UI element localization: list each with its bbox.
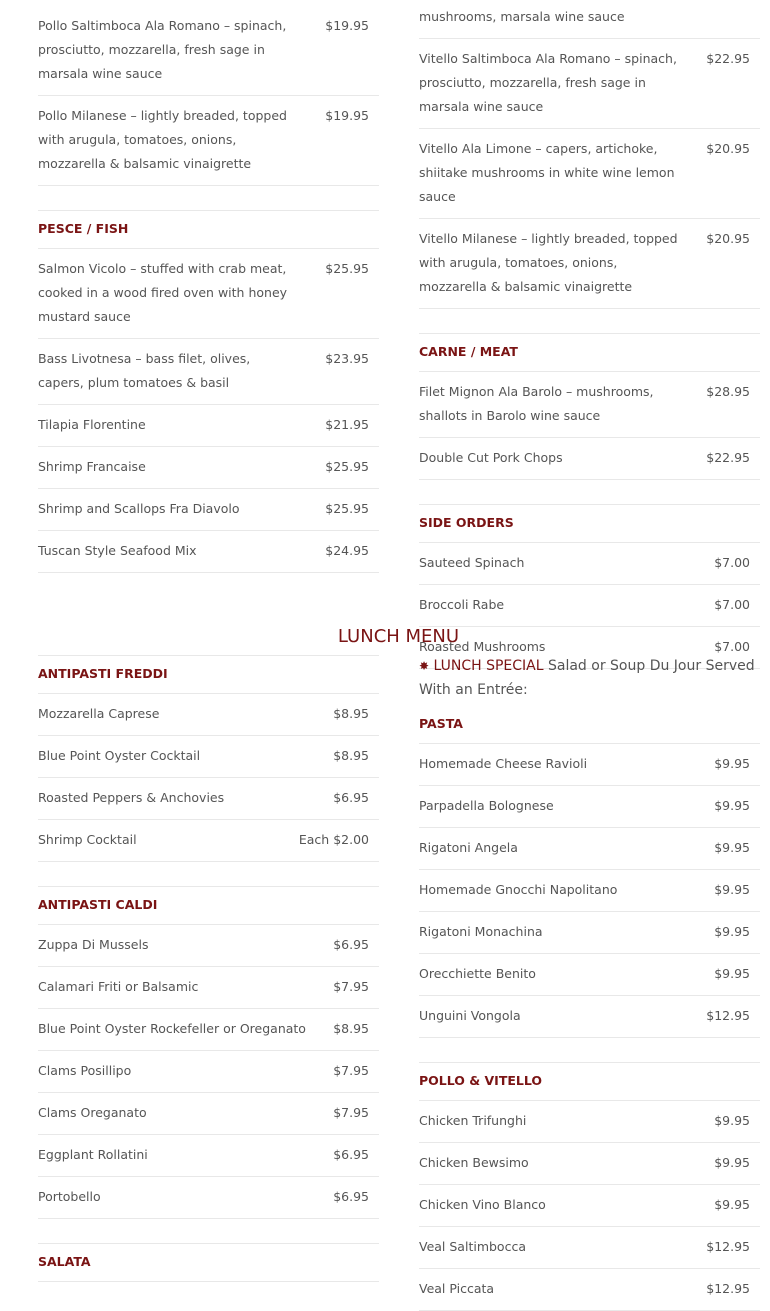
menu-item <box>419 996 760 1038</box>
section-title-carne: CARNE / MEAT <box>419 334 760 372</box>
item-name: Roasted Mushrooms <box>419 639 546 654</box>
item-price: $7.00 <box>714 555 750 570</box>
menu-item <box>38 1009 379 1051</box>
menu-item <box>38 778 379 820</box>
item-name: Unguini Vongola <box>419 1008 521 1023</box>
item-price: $7.00 <box>714 597 750 612</box>
menu-item <box>419 1143 760 1185</box>
lunch-left-column <box>38 655 379 1282</box>
item-price: $9.95 <box>714 1197 750 1212</box>
item-name: Zuppa Di Mussels <box>38 937 149 952</box>
item-price: $23.95 <box>325 351 369 366</box>
dinner-left-column <box>38 6 379 573</box>
item-name: Blue Point Oyster Cocktail <box>38 748 201 763</box>
section-title-pollo-vitello: POLLO & VITELLO <box>419 1063 760 1101</box>
menu-item <box>419 438 760 480</box>
item-price: $25.95 <box>325 459 369 474</box>
item-price: $25.95 <box>325 501 369 516</box>
item-price: $12.95 <box>706 1281 750 1296</box>
menu-item <box>38 694 379 736</box>
item-price: $7.00 <box>714 639 750 654</box>
item-price: $12.95 <box>706 1008 750 1023</box>
section-divider <box>419 480 760 505</box>
lunch-special-text: Salad or Soup Du Jour Served With an Entrée: <box>419 658 755 698</box>
menu-item <box>38 1051 379 1093</box>
item-price: $21.95 <box>325 417 369 432</box>
item-price: $7.95 <box>333 1105 369 1120</box>
item-price: Each $2.00 <box>298 832 369 847</box>
menu-item <box>38 967 379 1009</box>
item-name: Bass Livotnesa – bass filet, olives, capers, plum tomatoes & basil <box>38 351 251 390</box>
section-title-pesce: PESCE / FISH <box>38 211 379 249</box>
item-price: $8.95 <box>333 748 369 763</box>
item-price: $12.95 <box>706 1239 750 1254</box>
item-price: $20.95 <box>706 231 750 246</box>
menu-item <box>419 1101 760 1143</box>
item-price: $6.95 <box>333 937 369 952</box>
item-name: Vitello Milanese – lightly breaded, topped with arugula, tomatoes, onions, mozzarella & balsamic vinaigrette <box>419 231 678 294</box>
star-icon: ✸ <box>419 659 430 673</box>
item-price: $6.95 <box>333 1147 369 1162</box>
item-name: Clams Posillipo <box>38 1063 132 1078</box>
menu-item <box>419 1185 760 1227</box>
item-price: $9.95 <box>714 1113 750 1128</box>
item-name: Chicken Vino Blanco <box>419 1197 546 1212</box>
item-name: Clams Oreganato <box>38 1105 147 1120</box>
item-name: Broccoli Rabe <box>419 597 505 612</box>
menu-item <box>419 954 760 996</box>
item-price: $7.95 <box>333 1063 369 1078</box>
menu-item <box>419 870 760 912</box>
item-name: Portobello <box>38 1189 101 1204</box>
item-name: Eggplant Rollatini <box>38 1147 148 1162</box>
item-name: Veal Piccata <box>419 1281 495 1296</box>
item-price: $9.95 <box>714 840 750 855</box>
section-title-side-orders: SIDE ORDERS <box>419 505 760 543</box>
section-divider <box>38 1219 379 1244</box>
menu-item <box>38 1177 379 1219</box>
item-name: Salmon Vicolo – stuffed with crab meat, cooked in a wood fired oven with honey mustard sauce <box>38 261 288 324</box>
item-name: Orecchiette Benito <box>419 966 536 981</box>
item-price: $19.95 <box>325 18 369 33</box>
menu-item <box>419 219 760 309</box>
section-title-pasta: PASTA <box>419 706 760 744</box>
section-divider <box>38 862 379 887</box>
section-divider <box>38 186 379 211</box>
dinner-right-column <box>419 5 760 669</box>
menu-item <box>419 585 760 627</box>
item-price: $25.95 <box>325 261 369 276</box>
item-name: Tilapia Florentine <box>38 417 146 432</box>
item-name: Roasted Peppers & Anchovies <box>38 790 225 805</box>
item-price: $6.95 <box>333 1189 369 1204</box>
item-price: $9.95 <box>714 966 750 981</box>
section-title-salata: SALATA <box>38 1244 379 1282</box>
menu-item <box>38 1135 379 1177</box>
item-price: $9.95 <box>714 882 750 897</box>
item-price: $7.95 <box>333 979 369 994</box>
item-name: Filet Mignon Ala Barolo – mushrooms, shallots in Barolo wine sauce <box>419 384 654 423</box>
section-divider <box>419 1038 760 1063</box>
menu-item <box>419 129 760 219</box>
menu-item <box>38 339 379 405</box>
item-name: Homemade Gnocchi Napolitano <box>419 882 618 897</box>
item-price: $22.95 <box>706 51 750 66</box>
item-name: Pollo Milanese – lightly breaded, topped with arugula, tomatoes, onions, mozzarella & balsamic vinaigrette <box>38 108 287 171</box>
item-name: Vitello Ala Limone – capers, artichoke, shiitake mushrooms in white wine lemon sauce <box>419 141 675 204</box>
item-price: $8.95 <box>333 1021 369 1036</box>
item-price: $9.95 <box>714 798 750 813</box>
menu-item <box>38 531 379 573</box>
menu-item <box>38 6 379 96</box>
menu-item <box>419 912 760 954</box>
section-title-antipasti-caldi: ANTIPASTI CALDI <box>38 887 379 925</box>
item-name: Calamari Friti or Balsamic <box>38 979 199 994</box>
item-name: Sauteed Spinach <box>419 555 525 570</box>
item-name: Shrimp Cocktail <box>38 832 137 847</box>
lunch-menu-title: LUNCH MENU <box>337 626 460 647</box>
item-name: Homemade Cheese Ravioli <box>419 756 588 771</box>
menu-item <box>419 744 760 786</box>
menu-item <box>419 1227 760 1269</box>
item-price: $20.95 <box>706 141 750 156</box>
item-name: Double Cut Pork Chops <box>419 450 563 465</box>
menu-item <box>38 489 379 531</box>
menu-item <box>38 405 379 447</box>
item-name: Chicken Trifunghi <box>419 1113 527 1128</box>
menu-item <box>38 447 379 489</box>
item-name: Rigatoni Monachina <box>419 924 543 939</box>
item-price: $9.95 <box>714 924 750 939</box>
lunch-special-note <box>419 654 760 706</box>
item-name: Mozzarella Caprese <box>38 706 160 721</box>
menu-item <box>419 372 760 438</box>
item-name: Shrimp Francaise <box>38 459 146 474</box>
lunch-right-column <box>419 654 760 1311</box>
item-price: $28.95 <box>706 384 750 399</box>
item-price: $19.95 <box>325 108 369 123</box>
section-divider <box>419 309 760 334</box>
item-price: $8.95 <box>333 706 369 721</box>
item-price: $6.95 <box>333 790 369 805</box>
item-name: Vitello Saltimboca Ala Romano – spinach, prosciutto, mozzarella, fresh sage in marsala wine sauce <box>419 51 677 114</box>
menu-item <box>38 736 379 778</box>
menu-item <box>419 543 760 585</box>
item-price: $22.95 <box>706 450 750 465</box>
lunch-special-label: LUNCH SPECIAL <box>433 658 544 674</box>
menu-item <box>419 786 760 828</box>
item-price: $9.95 <box>714 756 750 771</box>
menu-item <box>419 39 760 129</box>
menu-item <box>419 828 760 870</box>
item-name: Veal Saltimbocca <box>419 1239 526 1254</box>
item-name: Tuscan Style Seafood Mix <box>38 543 197 558</box>
section-title-antipasti-freddi: ANTIPASTI FREDDI <box>38 656 379 694</box>
item-price: $9.95 <box>714 1155 750 1170</box>
menu-item <box>38 249 379 339</box>
item-name: Rigatoni Angela <box>419 840 518 855</box>
item-name: Pollo Saltimboca Ala Romano – spinach, prosciutto, mozzarella, fresh sage in marsala wine sauce <box>38 18 287 81</box>
item-name: Shrimp and Scallops Fra Diavolo <box>38 501 240 516</box>
item-description-fragment: mushrooms, marsala wine sauce <box>419 5 760 39</box>
item-name: Parpadella Bolognese <box>419 798 554 813</box>
menu-item <box>38 820 379 862</box>
menu-item <box>38 96 379 186</box>
menu-item <box>38 1093 379 1135</box>
menu-item <box>419 1269 760 1311</box>
item-price: $24.95 <box>325 543 369 558</box>
item-name: Chicken Bewsimo <box>419 1155 529 1170</box>
menu-item <box>38 925 379 967</box>
item-name: Blue Point Oyster Rockefeller or Oreganato <box>38 1021 306 1036</box>
